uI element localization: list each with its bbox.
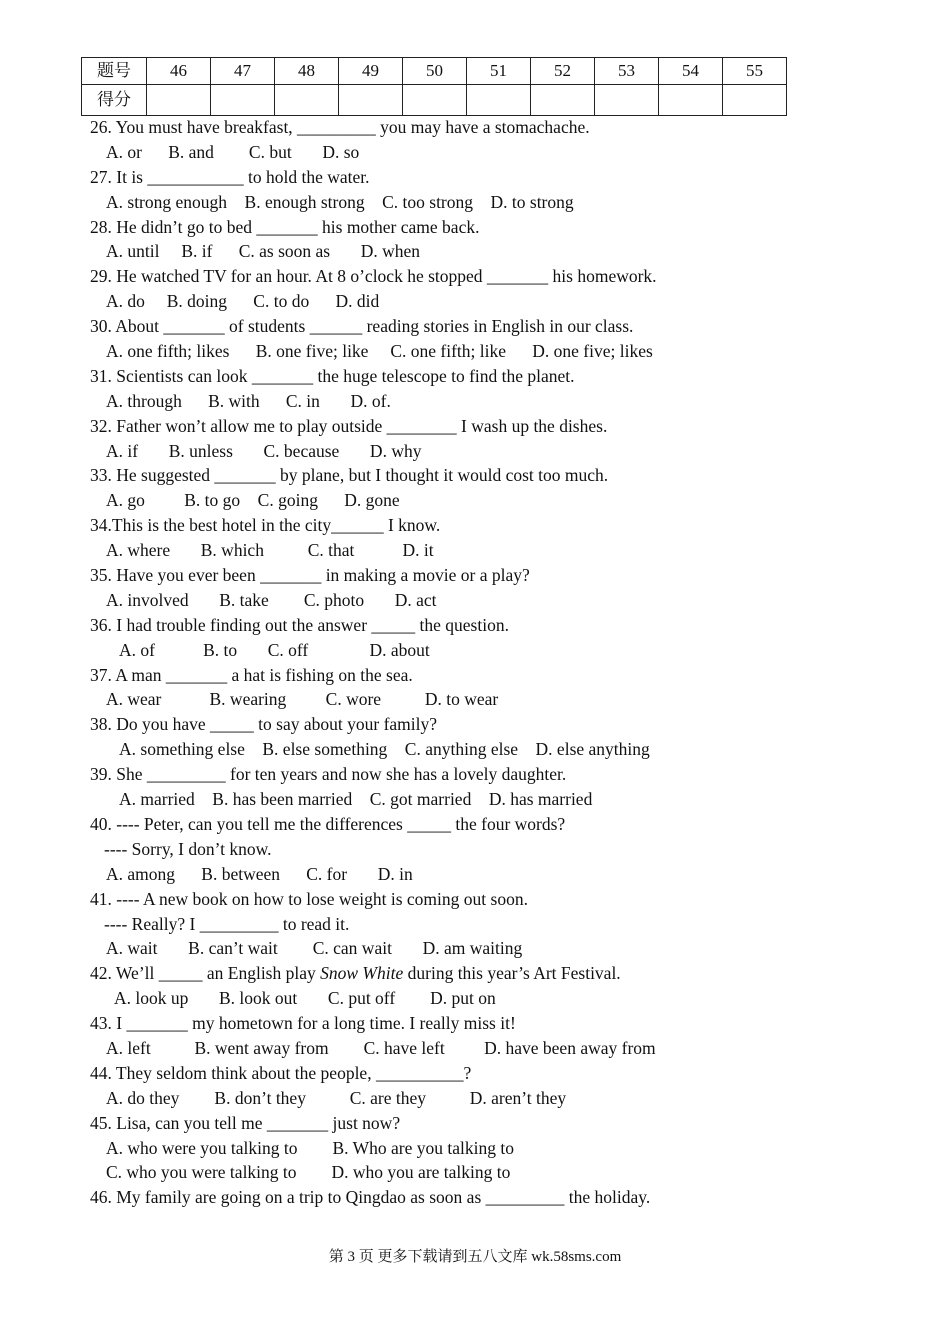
question-list: [90, 115, 920, 1210]
row-header-score: 得分: [82, 85, 147, 116]
question-stem: 36. I had trouble finding out the answer _____ the question.: [90, 614, 509, 635]
number-cell: 49: [339, 58, 403, 85]
number-cell: 55: [723, 58, 787, 85]
answer-options: A. among B. between C. for D. in: [106, 863, 413, 884]
question-stem: 46. My family are going on a trip to Qingdao as soon as _________ the holiday.: [90, 1187, 651, 1208]
answer-options: A. until B. if C. as soon as D. when: [106, 241, 421, 262]
question-stem: 44. They seldom think about the people, __________?: [90, 1062, 472, 1083]
answer-options: A. strong enough B. enough strong C. too strong D. to strong: [106, 191, 574, 212]
question-stem: 31. Scientists can look _______ the huge telescope to find the planet.: [90, 365, 575, 386]
score-cell[interactable]: [531, 85, 595, 116]
question-stem: 27. It is ___________ to hold the water.: [90, 166, 370, 187]
answer-options: A. wear B. wearing C. wore D. to wear: [106, 689, 499, 710]
answer-options: A. look up B. look out C. put off D. put on: [114, 988, 496, 1009]
score-cell[interactable]: [339, 85, 403, 116]
question-stem: 34.This is the best hotel in the city______ I know.: [90, 515, 441, 536]
answer-options: A. left B. went away from C. have left D. have been away from: [106, 1037, 656, 1058]
page-footer: 第 3 页 更多下载请到五八文库 wk.58sms.com: [328, 1249, 622, 1265]
score-row: [82, 85, 787, 116]
question-stem: 28. He didn’t go to bed _______ his mother came back.: [90, 216, 480, 237]
number-cell: 50: [403, 58, 467, 85]
question-stem: 30. About _______ of students ______ reading stories in English in our class.: [90, 316, 634, 337]
question-stem: 40. ---- Peter, can you tell me the differences _____ the four words?: [90, 813, 566, 834]
question-stem: 42. We’ll _____ an English play Snow White during this year’s Art Festival.: [90, 963, 621, 984]
answer-options: A. married B. has been married C. got married D. has married: [119, 789, 593, 810]
question-stem: 35. Have you ever been _______ in making a movie or a play?: [90, 565, 530, 586]
score-cell[interactable]: [595, 85, 659, 116]
question-stem: 41. ---- A new book on how to lose weight is coming out soon.: [90, 888, 528, 909]
number-cell: 47: [211, 58, 275, 85]
dialogue-line: ---- Sorry, I don’t know.: [104, 838, 272, 859]
number-cell: 46: [147, 58, 211, 85]
row-header-number: 题号: [82, 58, 147, 85]
question-stem: 43. I _______ my hometown for a long time. I really miss it!: [90, 1013, 516, 1034]
answer-options: A. go B. to go C. going D. gone: [106, 490, 400, 511]
score-cell[interactable]: [211, 85, 275, 116]
answer-options: C. who you were talking to D. who you are talking to: [106, 1162, 511, 1183]
question-stem: 37. A man _______ a hat is fishing on the sea.: [90, 664, 413, 685]
answer-options: A. do B. doing C. to do D. did: [106, 291, 380, 312]
answer-options: A. involved B. take C. photo D. act: [106, 589, 437, 610]
score-cell[interactable]: [467, 85, 531, 116]
score-cell[interactable]: [659, 85, 723, 116]
number-cell: 53: [595, 58, 659, 85]
question-stem: 38. Do you have _____ to say about your family?: [90, 714, 438, 735]
number-cell: 52: [531, 58, 595, 85]
question-stem: 45. Lisa, can you tell me _______ just now?: [90, 1112, 401, 1133]
answer-options: A. who were you talking to B. Who are you talking to: [106, 1137, 514, 1158]
answer-options: A. wait B. can’t wait C. can wait D. am waiting: [106, 938, 523, 959]
answer-options: A. where B. which C. that D. it: [106, 540, 434, 561]
question-stem: 33. He suggested _______ by plane, but I thought it would cost too much.: [90, 465, 609, 486]
score-cell[interactable]: [403, 85, 467, 116]
score-cell[interactable]: [147, 85, 211, 116]
number-cell: 54: [659, 58, 723, 85]
score-cell[interactable]: [723, 85, 787, 116]
number-cell: 48: [275, 58, 339, 85]
question-stem: 39. She _________ for ten years and now she has a lovely daughter.: [90, 764, 567, 785]
answer-options: A. something else B. else something C. anything else D. else anything: [119, 739, 650, 760]
dialogue-line: ---- Really? I _________ to read it.: [104, 913, 350, 934]
italic-title: Snow White: [320, 963, 404, 984]
answer-options: A. or B. and C. but D. so: [106, 141, 360, 162]
question-stem: 26. You must have breakfast, _________ you may have a stomachache.: [90, 117, 590, 137]
question-number-row: [82, 58, 787, 85]
answer-options: A. do they B. don’t they C. are they D. aren’t they: [106, 1087, 567, 1108]
answer-options: A. of B. to C. off D. about: [119, 639, 430, 660]
answer-options: A. if B. unless C. because D. why: [106, 440, 422, 461]
question-stem: 29. He watched TV for an hour. At 8 o’clock he stopped _______ his homework.: [90, 266, 657, 287]
answer-options: A. through B. with C. in D. of.: [106, 390, 391, 411]
number-cell: 51: [467, 58, 531, 85]
score-cell[interactable]: [275, 85, 339, 116]
score-table: [81, 57, 787, 116]
answer-options: A. one fifth; likes B. one five; like C. one fifth; like D. one five; likes: [106, 341, 653, 362]
question-stem: 32. Father won’t allow me to play outside ________ I wash up the dishes.: [90, 415, 608, 436]
